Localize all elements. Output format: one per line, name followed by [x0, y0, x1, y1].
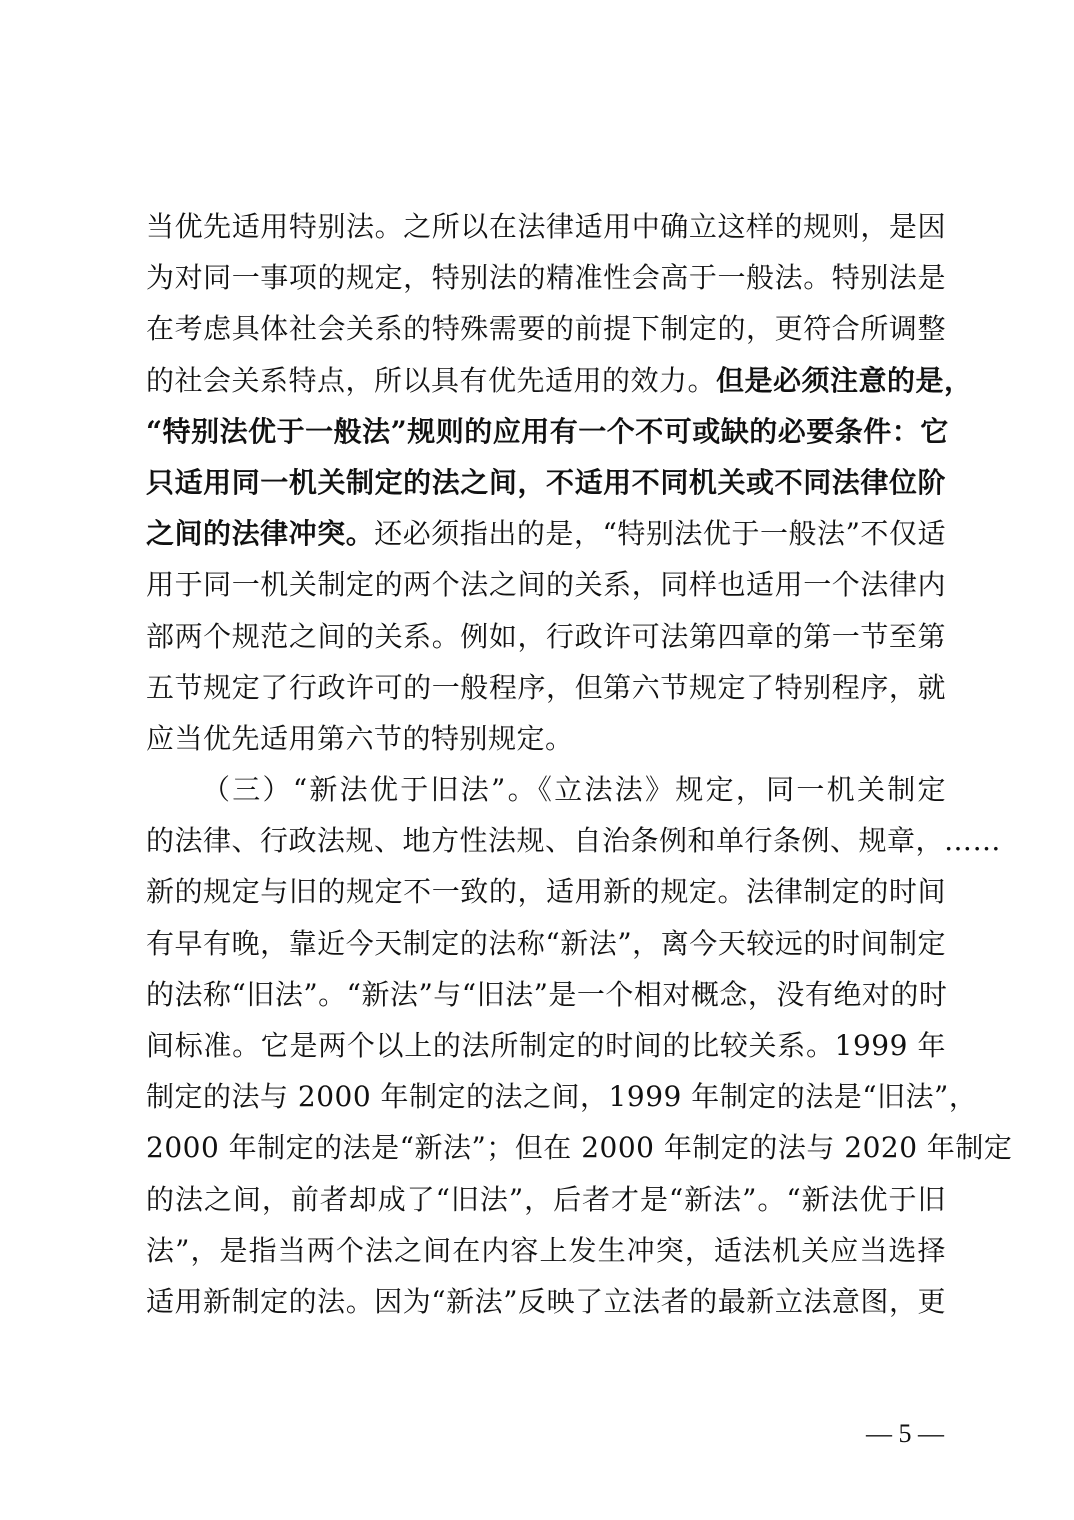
text-segment: 在考虑具体社会关系的特殊需要的前提下制定的，更符合所调整 [146, 312, 946, 346]
text-line [146, 611, 946, 662]
text-line [146, 1276, 946, 1327]
text-line [146, 713, 946, 764]
text-segment: 的社会关系特点，所以具有优先适用的效力。 [146, 363, 717, 397]
text-line [146, 252, 946, 303]
bold-text-segment: “特别法优于一般法”规则的应用有一个不可或缺的必要条件：它 [146, 414, 949, 448]
text-line [146, 406, 949, 457]
text-segment: 2000 年制定的法是“新法”；但在 2000 年制定的法与 2020 年制定 [146, 1131, 1013, 1165]
text-line [146, 201, 946, 252]
text-line [146, 1122, 1013, 1173]
bold-text-segment: 之间的法律冲突。 [146, 517, 375, 551]
text-segment: 应当优先适用第六节的特别规定。 [146, 721, 574, 755]
text-line [146, 1174, 946, 1225]
text-segment: 适用新制定的法。因为“新法”反映了立法者的最新立法意图，更 [146, 1284, 946, 1318]
text-segment: 为对同一事项的规定，特别法的精准性会高于一般法。特别法是 [146, 261, 946, 295]
text-segment: 还必须指出的是，“特别法优于一般法”不仅适 [374, 517, 946, 551]
text-line [146, 559, 946, 610]
text-line [146, 866, 946, 917]
text-line [146, 355, 973, 406]
body-text [146, 201, 1013, 1327]
text-line [146, 508, 946, 559]
text-segment: 用于同一机关制定的两个法之间的关系，同样也适用一个法律内 [146, 568, 946, 602]
text-segment: 有早有晚，靠近今天制定的法称“新法”，离今天较远的时间制定 [146, 926, 946, 960]
text-segment: 间标准。它是两个以上的法所制定的时间的比较关系。1999 年 [146, 1029, 946, 1062]
text-line [146, 1071, 978, 1122]
text-line [146, 764, 946, 815]
bold-text-segment: 只适用同一机关制定的法之间，不适用不同机关或不同法律位阶 [146, 465, 946, 499]
text-line [146, 918, 946, 969]
text-line [146, 1225, 946, 1276]
text-segment: （三）“新法优于旧法”。《立法法》规定，同一机关制定 [202, 773, 946, 807]
bold-text-segment: 但是必须注意的是， [716, 363, 973, 397]
text-segment: 当优先适用特别法。之所以在法律适用中确立这样的规则，是因 [146, 210, 946, 243]
text-line [146, 457, 946, 508]
text-segment: 的法称“旧法”。“新法”与“旧法”是一个相对概念，没有绝对的时 [146, 977, 948, 1011]
text-segment: 部两个规范之间的关系。例如，行政许可法第四章的第一节至第 [146, 619, 946, 653]
text-segment: 制定的法与 2000 年制定的法之间，1999 年制定的法是“旧法”， [146, 1080, 978, 1114]
text-segment: 的法之间，前者却成了“旧法”，后者才是“新法”。“新法优于旧 [146, 1182, 946, 1216]
text-segment: 的法律、行政法规、地方性法规、自治条例和单行条例、规章，…… [146, 824, 1002, 858]
text-segment: 新的规定与旧的规定不一致的，适用新的规定。法律制定的时间 [146, 875, 946, 909]
text-line [146, 815, 1002, 866]
text-segment: 五节规定了行政许可的一般程序，但第六节规定了特别程序，就 [146, 670, 946, 704]
text-line [146, 662, 946, 713]
text-line [146, 303, 946, 354]
page-number: — 5 — [866, 1419, 944, 1448]
text-line [146, 969, 946, 1020]
text-line [146, 1020, 946, 1071]
text-segment: 法”，是指当两个法之间在内容上发生冲突，适法机关应当选择 [146, 1233, 946, 1267]
